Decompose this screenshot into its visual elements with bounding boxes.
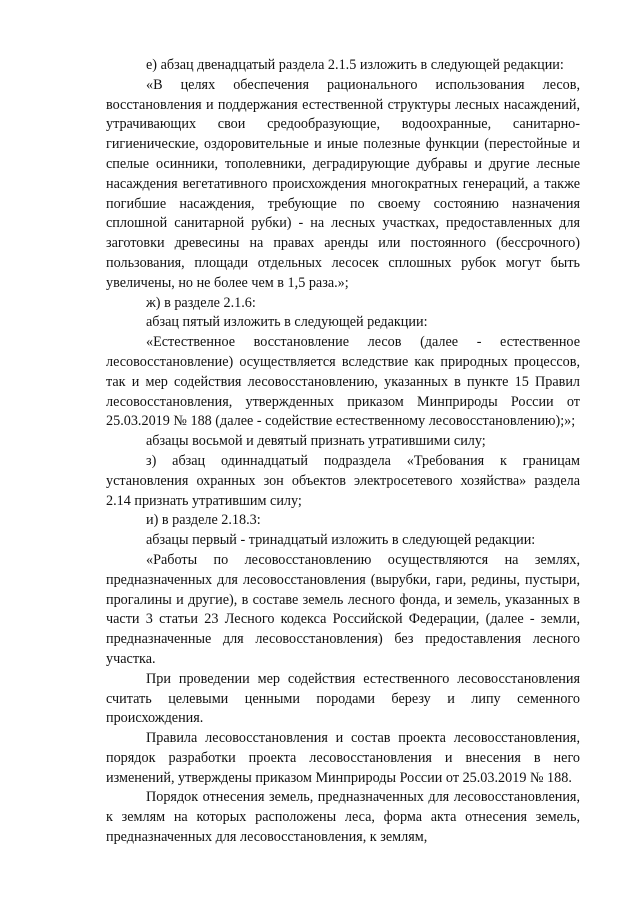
- paragraph-zh: ж) в разделе 2.1.6:: [146, 294, 256, 311]
- document-body: [106, 56, 580, 848]
- paragraph-z: з) абзац одиннадцатый подраздела «Требования к границам установления охранных зон объектов электросетевого хозяйства» раздела 2.14 признать утратившим силу;: [106, 452, 580, 509]
- paragraph-first-thirteenth: абзацы первый - тринадцатый изложить в следующей редакции:: [146, 532, 536, 549]
- paragraph-land-procedure: Порядок отнесения земель, предназначенных для лесовосстановления, к землям на которых расположены леса, форма акта отнесения земель, предназначенных для лесовосстановления, к землям,: [106, 789, 580, 846]
- paragraph-i: и) в разделе 2.18.3:: [146, 512, 261, 529]
- paragraph-quote-restoration-works: «Работы по лесовосстановлению осуществляются на землях, предназначенных для лесовосстановления (вырубки, гари, редины, пустыри, прогалины и другие), в составе земель лесного фонда, и земель, указанных в части 3 статьи 23 Лесного кодекса Российской Федерации, (далее - земли, предназначенные для лесовосстановления) без предоставления лесного участка.: [106, 551, 580, 667]
- paragraph-quote-natural-restoration: «Естественное восстановление лесов (далее - естественное лесовосстановление) осуществляется вследствие как природных процессов, так и мер содействия лесовосстановлению, указанных в пункте 15 Правил лесовосстановления, утвержденных приказом Минприроды России от 25.03.2019 № 188 (далее - содействие естественному лесовосстановлению);»;: [106, 334, 580, 430]
- paragraph-rules: Правила лесовосстановления и состав проекта лесовосстановления, порядок разработки проекта лесовосстановления и внесения в него изменений, утверждены приказом Минприроды России от 25.03.2019 № 188.: [106, 730, 580, 786]
- paragraph-target-species: При проведении мер содействия естественного лесовосстановления считать целевыми ценными породами березу и липу семенного происхождения.: [106, 670, 580, 727]
- paragraph-fifth-abzac: абзац пятый изложить в следующей редакции:: [146, 314, 428, 331]
- paragraph-eighth-ninth: абзацы восьмой и девятый признать утратившими силу;: [146, 433, 486, 450]
- paragraph-e: е) абзац двенадцатый раздела 2.1.5 изложить в следующей редакции:: [146, 57, 564, 73]
- paragraph-quote-forest-use: «В целях обеспечения рационального использования лесов, восстановления и поддержания естественной структуры лесных насаждений, утрачивающих свои средообразующие, водоохранные, санитарно-гигиенические, оздоровительные и иные полезные функции (перестойные и спелые осинники, тополевники, деградирующие дубравы и другие лесные насаждения вегетативного происхождения многократных генераций, а также погибшие насаждения, требующие по своему состоянию назначения сплошной санитарной рубки) - на лесных участках, предоставленных для заготовки древесины на правах аренды или постоянного (бессрочного) пользования, площади отдельных лесосек сплошных рубок могут быть увеличены, но не более чем в 1,5 раза.»;: [106, 76, 580, 291]
